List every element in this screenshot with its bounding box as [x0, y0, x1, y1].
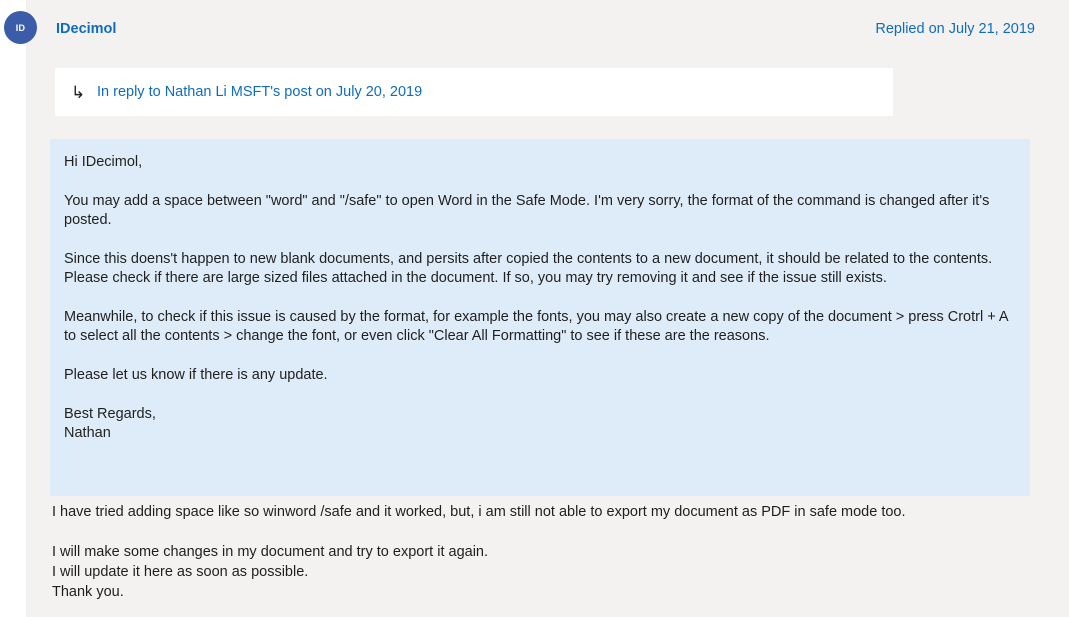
- quoted-signature-name: Nathan: [64, 425, 111, 441]
- post-timestamp-link[interactable]: Replied on July 21, 2019: [875, 21, 1035, 37]
- avatar: ID: [4, 11, 37, 44]
- left-gutter: [0, 0, 26, 617]
- post-body: [52, 502, 1042, 602]
- quoted-paragraph-2: Since this doens't happen to new blank documents, and persits after copied the contents to a new document, it should be related to the contents. Please check if there are large sized files attached in the document. If so, you may try removing it and see if the issue still exists.: [64, 251, 993, 286]
- quoted-paragraph-1: You may add a space between "word" and "/safe" to open Word in the Safe Mode. I'm very sorry, the format of the command is changed after it's posted.: [64, 193, 990, 228]
- quoted-paragraph-4: Please let us know if there is any update.: [64, 367, 328, 383]
- post-body-paragraph-2: I will make some changes in my document and try to export it again.: [52, 544, 489, 560]
- post-author-link[interactable]: IDecimol: [56, 21, 117, 37]
- quoted-message: [50, 139, 1030, 496]
- reply-arrow-icon: ↳: [71, 82, 86, 102]
- post-header: [56, 21, 1035, 43]
- post-body-paragraph-3: I will update it here as soon as possible.: [52, 564, 309, 580]
- quoted-greeting: Hi IDecimol,: [64, 154, 143, 170]
- in-reply-to-link[interactable]: In reply to Nathan Li MSFT's post on July 20, 2019: [97, 84, 423, 100]
- quoted-signoff: Best Regards,: [64, 406, 156, 422]
- post-body-paragraph-1: I have tried adding space like so winword /safe and it worked, but, i am still not able to export my document as PDF in safe mode too.: [52, 504, 906, 520]
- in-reply-to-bar: [55, 68, 893, 116]
- post-body-paragraph-4: Thank you.: [52, 584, 124, 600]
- quoted-paragraph-3: Meanwhile, to check if this issue is caused by the format, for example the fonts, you may also create a new copy of the document > press Crotrl + A to select all the contents > change the font, or even click "Clear All Formatting" to see if these are the reasons.: [64, 309, 1008, 344]
